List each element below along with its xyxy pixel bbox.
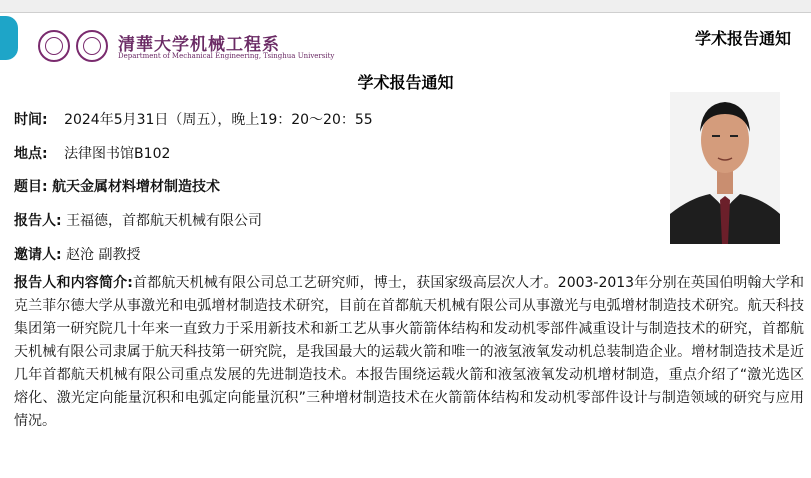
topic-row [14, 177, 220, 197]
time-label: 时间: [14, 112, 48, 128]
notice-title: 学术报告通知 [357, 73, 454, 92]
side-tab-handle[interactable] [0, 16, 18, 60]
place-label: 地点: [14, 146, 48, 162]
intro-label: 报告人和内容简介: [14, 275, 133, 291]
topic-label: 题目: [14, 179, 48, 195]
time-value: 2024年5月31日（周五），晚上19：20～20：55 [64, 112, 373, 128]
browser-top-bar [0, 0, 811, 13]
host-label: 邀请人: [14, 247, 62, 263]
intro-paragraph [14, 272, 804, 433]
host-row [14, 245, 141, 265]
department-logo [38, 30, 335, 64]
speaker-photo [670, 92, 780, 244]
university-seal-icon [38, 30, 70, 62]
time-row [14, 110, 373, 130]
host-value: 赵沧 副教授 [66, 247, 141, 263]
topic-value: 航天金属材料增材制造技术 [52, 179, 221, 195]
speaker-label: 报告人: [14, 213, 62, 229]
logo-subtitle: Department of Mechanical Engineering, Tsinghua University [118, 52, 335, 60]
place-row [14, 144, 170, 164]
place-value: 法律图书馆B102 [64, 146, 171, 162]
logo-text: 清華大学机械工程系 [118, 35, 280, 55]
speaker-value: 王福德，首都航天机械有限公司 [66, 213, 263, 229]
speaker-row [14, 211, 262, 231]
department-emblem-icon [76, 30, 108, 62]
header-page-label: 学术报告通知 [694, 29, 791, 48]
intro-text: 首都航天机械有限公司总工艺研究师，博士，获国家级高层次人才。2003-2013年分别在英国伯明翰大学和克兰菲尔德大学从事激光和电弧增材制造技术研究，目前在首都航天机械有限公司从事激光与电弧增材制造技术研究。航天科技集团第一研究院几十年来一直致力于采用新技术和新工艺从事火箭箭体结构和发动机零部件减重设计与制造技术的研究，首都航天机械有限公司隶属于航天科技第一研究院，是我国最大的运载火箭和唯一的液氢液氧发动机总装制造企业。增材制造技术是近几年首都航天机械有限公司重点发展的先进制造技术。本报告围绕运载火箭和液氢液氧发动机增材制造，重点介绍了“激光选区熔化、激光定向能量沉积和电弧定向能量沉积”三种增材制造技术在火箭箭体结构和发动机零部件设计与制造领域的研究与应用情况。 [14, 275, 804, 429]
